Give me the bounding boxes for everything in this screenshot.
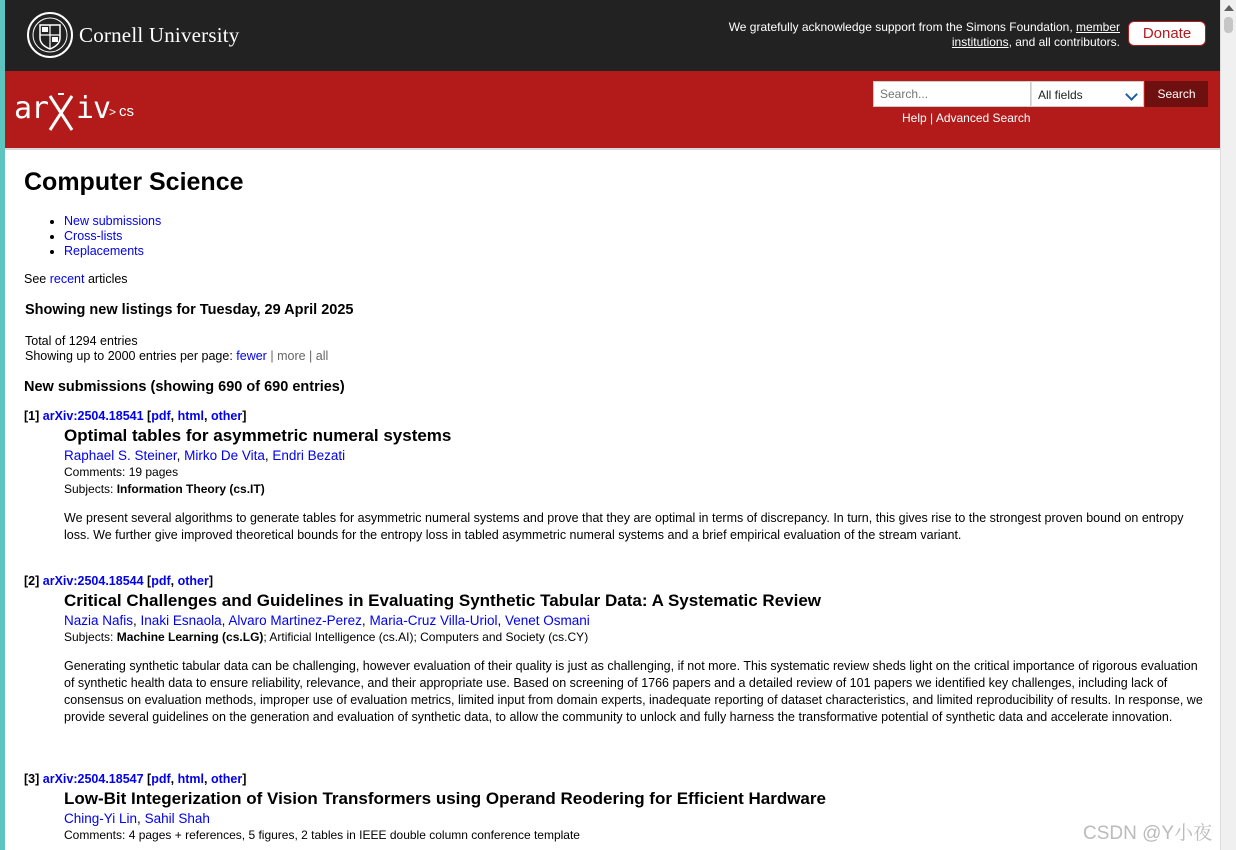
author-link[interactable]: Raphael S. Steiner bbox=[64, 448, 177, 463]
other-link[interactable]: other bbox=[177, 574, 209, 588]
author-link[interactable]: Nazia Nafis bbox=[64, 613, 134, 628]
all-link[interactable]: all bbox=[315, 349, 329, 363]
arxiv-id-link[interactable]: arXiv:2504.18547 bbox=[42, 772, 144, 786]
author-link[interactable]: Venet Osmani bbox=[504, 613, 590, 628]
page-frame bbox=[5, 0, 1220, 850]
search-field-select[interactable]: All fields bbox=[1031, 81, 1144, 107]
listing-links bbox=[45, 214, 161, 259]
fewer-link[interactable]: fewer bbox=[236, 349, 267, 363]
entry-totals: Total of 1294 entries Showing up to 2000 entries per page: fewer | more | all bbox=[25, 334, 329, 363]
entry-number: [2] bbox=[24, 574, 40, 588]
list-item bbox=[64, 214, 161, 229]
author-link[interactable]: Maria-Cruz Villa-Uriol bbox=[369, 613, 498, 628]
breadcrumb-separator: > bbox=[109, 105, 117, 119]
author-link[interactable]: Mirko De Vita bbox=[184, 448, 265, 463]
search-input[interactable] bbox=[873, 81, 1031, 107]
entry-authors: Nazia Nafis, Inaki Esnaola, Alvaro Martinez-Perez, Maria-Cruz Villa-Uriol, Venet Osmani bbox=[64, 613, 590, 628]
cornell-seal-icon[interactable] bbox=[27, 12, 73, 58]
entry-comments: Comments: 19 pages bbox=[64, 465, 179, 479]
more-link[interactable]: more bbox=[277, 349, 306, 363]
scroll-up-icon[interactable] bbox=[1224, 5, 1234, 11]
entry-abstract: Generating synthetic tabular data can be challenging, however evaluation of their quality is just as challenging, if not more. This systematic review sheds light on the critical importance of rigorous evaluation of synthetic health data to ensure reliability, relevance, and their appropriate use. Based on screening of 1766 papers and a detailed review of 101 papers we identified key challenges, including lack of consensus on evaluation methods, improper use of evaluation metrics, limited input from domain experts, inadequate reporting of dataset characteristics, and limited reproducibility of results. In response, we provide several guidelines on the generation and evaluation of synthetic data, to allow the community to unlock and fully harness the transformative potential of synthetic data and accelerate innovation. bbox=[64, 659, 1203, 724]
advanced-search-link[interactable]: Advanced Search bbox=[935, 111, 1031, 125]
arxiv-id-link[interactable]: arXiv:2504.18544 bbox=[42, 574, 144, 588]
recent-link[interactable]: recent bbox=[49, 272, 85, 286]
entry-subjects: Subjects: Information Theory (cs.IT) bbox=[64, 482, 265, 496]
entry-abstract: We present several algorithms to generate tables for asymmetric numeral systems and prove that they are optimal in terms of discrepancy. In turn, this gives rise to the strongest proven bound on entropy loss. We further give improved theoretical bounds for the entropy loss in tabled asymmetric numeral systems and a brief empirical evaluation of the stream variant. bbox=[64, 511, 1184, 542]
other-link[interactable]: other bbox=[210, 772, 243, 786]
scroll-thumb[interactable] bbox=[1224, 17, 1233, 33]
arxiv-header bbox=[5, 71, 1220, 150]
entry-title: Critical Challenges and Guidelines in Evaluating Synthetic Tabular Data: A Systematic Review bbox=[64, 591, 822, 610]
member-institutions-link[interactable]: member institutions bbox=[951, 20, 1120, 49]
author-link[interactable]: Endri Bezati bbox=[272, 448, 346, 463]
cross-lists-link[interactable]: Cross-lists bbox=[64, 229, 123, 243]
listing-entry: [2] arXiv:2504.18544 [pdf, other] Critical Challenges and Guidelines in Evaluating Synthetic Tabular Data: A Systematic Review Nazia Nafis, Inaki Esnaola, Alvaro Martinez-Perez, Maria-Cruz Villa-Uriol, Venet Osmani Subjects: Machine Learning (cs.LG); Artificial Intelligence (cs.AI); Computers and Society (cs.CY) Generating synthetic tabular data can be challenging, however evaluation of their quality is just as challenging, if not more. This systematic review sheds light on the critical importance of rigorous evaluation of synthetic health data to ensure reliability, relevance, and their appropriate use. Based on screening of 1766 papers and a detailed review of 101 papers we identified key challenges, including lack of consensus on evaluation methods, improper use of evaluation metrics, limited input from domain experts, inadequate reporting of dataset characteristics, and limited reproducibility of results. In response, we provide several guidelines on the generation and evaluation of synthetic data, to allow the community to unlock and fully harness the transformative potential of synthetic data and accelerate innovation. bbox=[24, 574, 1214, 726]
watermark: CSDN @Y小夜 bbox=[1083, 823, 1213, 844]
entry-number: [1] bbox=[24, 409, 40, 423]
entry-authors: Ching-Yi Lin, Sahil Shah bbox=[64, 811, 210, 826]
entry-comments: Comments: 4 pages + references, 5 figures, 2 tables in IEEE double column conference template bbox=[64, 828, 580, 842]
other-link[interactable]: other bbox=[210, 409, 243, 423]
pdf-link[interactable]: pdf bbox=[151, 772, 171, 786]
author-link[interactable]: Alvaro Martinez-Perez bbox=[228, 613, 362, 628]
entry-number: [3] bbox=[24, 772, 40, 786]
entry-subjects: Subjects: Machine Learning (cs.LG); Artificial Intelligence (cs.AI); Computers and Society (cs.CY) bbox=[64, 630, 589, 644]
author-link[interactable]: Sahil Shah bbox=[144, 811, 210, 826]
author-link[interactable]: Ching-Yi Lin bbox=[64, 811, 138, 826]
list-item bbox=[64, 244, 161, 259]
pdf-link[interactable]: pdf bbox=[151, 409, 171, 423]
entry-title: Low-Bit Integerization of Vision Transformers using Operand Reodering for Efficient Hardware bbox=[64, 789, 826, 808]
university-name[interactable]: Cornell University bbox=[79, 23, 240, 47]
listing-entry: [1] arXiv:2504.18541 [pdf, html, other] Optimal tables for asymmetric numeral systems Raphael S. Steiner, Mirko De Vita, Endri Bezati Comments: 19 pages Subjects: Information Theory (cs.IT) We present several algorithms to generate tables for asymmetric numeral systems and prove that they are optimal in terms of discrepancy. In turn, this gives rise to the strongest proven bound on entropy loss. We further give improved theoretical bounds for the entropy loss in tabled asymmetric numeral systems and a brief empirical evaluation of the stream variant. bbox=[24, 409, 1214, 544]
search-button[interactable]: Search bbox=[1145, 81, 1208, 107]
breadcrumb bbox=[109, 103, 137, 120]
svg-text:iv: iv bbox=[76, 91, 110, 126]
listing-date-heading: Showing new listings for Tuesday, 29 April 2025 bbox=[25, 302, 354, 318]
vertical-scrollbar[interactable] bbox=[1220, 0, 1236, 850]
entry-title: Optimal tables for asymmetric numeral systems bbox=[64, 426, 452, 445]
html-link[interactable]: html bbox=[177, 772, 204, 786]
new-submissions-heading: New submissions (showing 690 of 690 entries) bbox=[24, 379, 345, 395]
entry-authors: Raphael S. Steiner, Mirko De Vita, Endri Bezati bbox=[64, 448, 346, 463]
donate-button[interactable]: Donate bbox=[1128, 21, 1206, 46]
author-link[interactable]: Inaki Esnaola bbox=[140, 613, 222, 628]
html-link[interactable]: html bbox=[177, 409, 204, 423]
arxiv-logo-icon[interactable] bbox=[14, 90, 110, 132]
top-banner bbox=[5, 0, 1220, 71]
svg-text:ar: ar bbox=[14, 91, 49, 126]
help-link[interactable]: Help bbox=[902, 111, 927, 125]
arxiv-id-link[interactable]: arXiv:2504.18541 bbox=[42, 409, 144, 423]
chevron-down-icon bbox=[1125, 88, 1138, 101]
new-submissions-link[interactable]: New submissions bbox=[64, 214, 162, 228]
see-recent-line: See recent articles bbox=[24, 272, 128, 286]
list-item bbox=[64, 229, 161, 244]
support-text: We gratefully acknowledge support from the Simons Foundation, member institutions, and all contributors. bbox=[728, 20, 1120, 49]
page-title: Computer Science bbox=[24, 168, 244, 196]
help-links: Help | Advanced Search bbox=[902, 111, 1031, 125]
pdf-link[interactable]: pdf bbox=[151, 574, 171, 588]
breadcrumb-cs[interactable]: cs bbox=[119, 103, 135, 120]
listing-entry: [3] arXiv:2504.18547 [pdf, html, other] Low-Bit Integerization of Vision Transformers using Operand Reodering for Efficient Hardware Ching-Yi Lin, Sahil Shah Comments: 4 pages + references, 5 figures, 2 tables in IEEE double column conference template bbox=[24, 772, 1214, 843]
replacements-link[interactable]: Replacements bbox=[64, 244, 144, 258]
